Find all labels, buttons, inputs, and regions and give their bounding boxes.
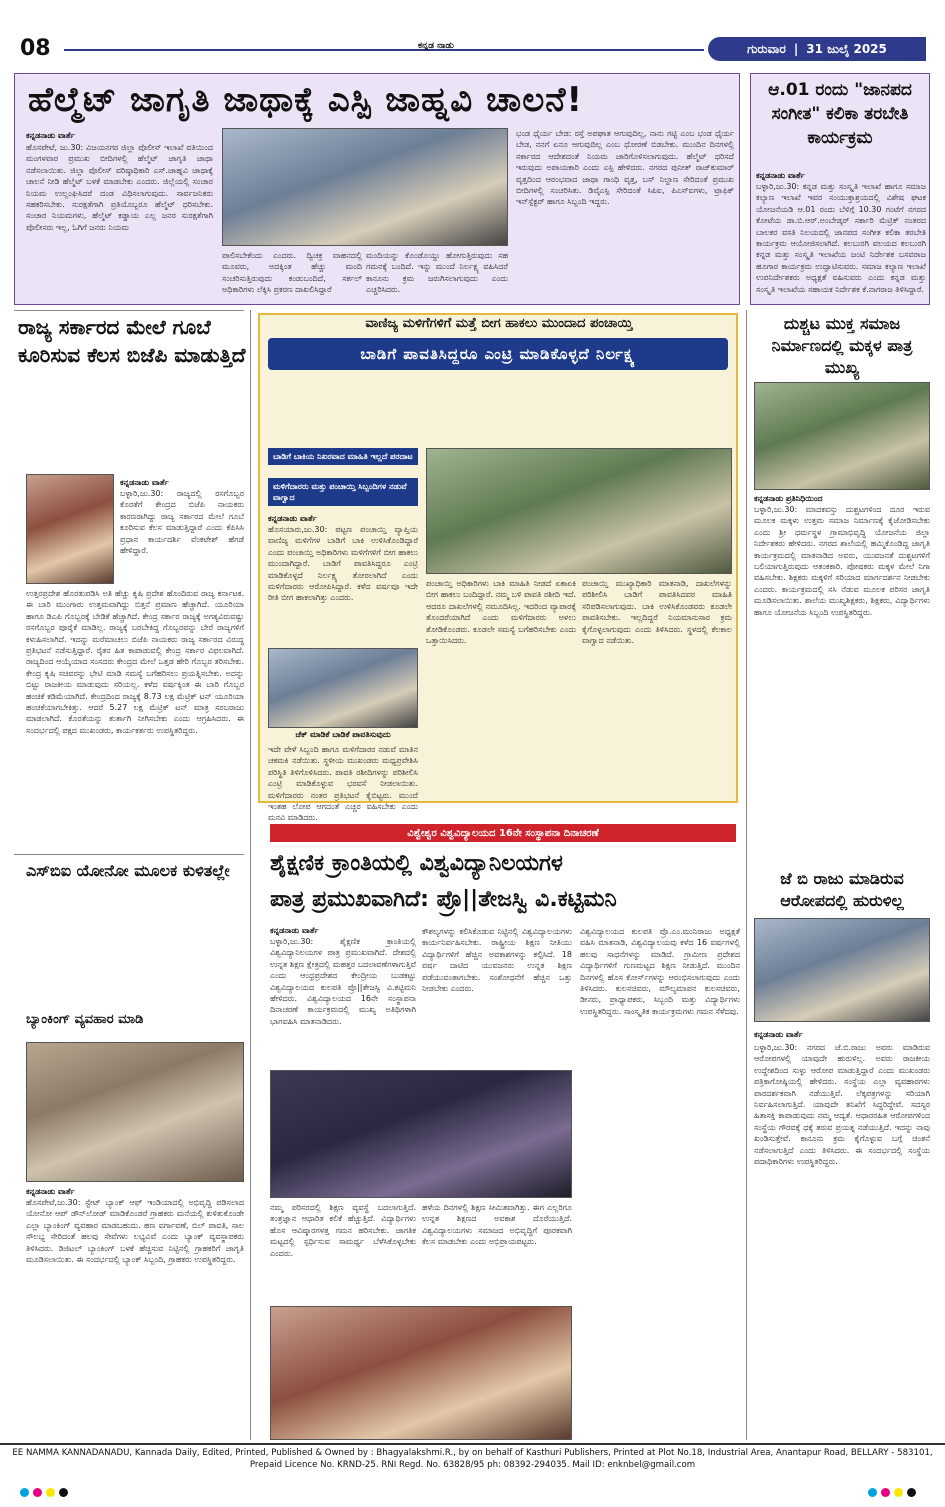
university-col-below-1: ನಮ್ಮ ಪರಿಸರದಲ್ಲಿ ಶಿಕ್ಷಣ ವ್ಯವಸ್ಥೆ ಬದಲಾಗುತ್ತಿದೆ. ತಂತ್ರಜ್ಞಾನ ಆಧಾರಿತ ಕಲಿಕೆ ಹೆಚ್ಚುತ್ತಿದೆ. ವಿದ್ಯಾರ್ಥಿಗಳು ಹೊಸ ಆವಿಷ್ಕಾರಗಳತ್ತ ಗಮನ ಹರಿಸಬೇಕು. ಜಾಗತಿಕ ಮಟ್ಟದಲ್ಲಿ ಸ್ಪರ್ಧಿಸುವ ಸಾಮರ್ಥ್ಯ ಬೆಳೆಸಿಕೊಳ್ಳಬೇಕು ಎಂದರು. xyxy=(270,1203,416,1258)
sbi-body: ಹೊಸಪೇಟೆ,ಜು.30: ಸ್ಟೇಟ್ ಬ್ಯಾಂಕ್ ಆಫ್ ಇಂಡಿಯಾದಲ್ಲಿ ಅಭಿವೃದ್ಧಿ ಪಡಿಸಲಾದ ಯೋನೋ ಆಪ್ ಡೌನ್‌ಲೋಡ್ ಮಾಡಿಕೊಂಡರೆ ಗ್ರಾಹಕರು ಮನೆಯಲ್ಲಿ ಕುಳಿತುಕೊಂಡೇ ಎಲ್ಲಾ ಬ್ಯಾಂಕಿಂಗ್ ವ್ಯವಹಾರ ಮಾಡಬಹುದು. ಹಣ ವರ್ಗಾವಣೆ, ಬಿಲ್ ಪಾವತಿ, ಸಾಲ ಸೌಲಭ್ಯ ಸೇರಿದಂತೆ ಹಲವು ಸೇವೆಗಳು ಲಭ್ಯವಿವೆ ಎಂದು ಬ್ಯಾಂಕ್ ವ್ಯವಸ್ಥಾಪಕರು ತಿಳಿಸಿದರು. ಡಿಜಿಟಲ್ ಬ್ಯಾಂಕಿಂಗ್ ಬಳಕೆ ಹೆಚ್ಚಿಸುವ ನಿಟ್ಟಿನಲ್ಲಿ ಗ್ರಾಹಕರಿಗೆ ಜಾಗೃತಿ ಮೂಡಿಸಲಾಯಿತು. ಈ ಸಂದರ್ಭದಲ್ಲಿ ಬ್ಯಾಂಕ್ ಸಿಬ್ಬಂದಿ, ಗ್ರಾಹಕರು ಉಪಸ್ಥಿತರಿದ್ದರು. xyxy=(26,1198,244,1265)
right-top-body: ಬಳ್ಳಾರಿ,ಜು.30: ಕನ್ನಡ ಮತ್ತು ಸಂಸ್ಕೃತಿ ಇಲಾಖೆ ಹಾಗೂ ಸಮಾಜ ಕಲ್ಯಾಣ ಇಲಾಖೆ ಇವರ ಸಂಯುಕ್ತಾಶ್ರಯದಲ್ಲಿ ವಿಶೇಷ ಘಟಕ ಯೋಜನೆಯಡಿ ಆ.01 ರಂದು ಬೆಳಿಗ್ಗೆ 10.30 ಗಂಟೆಗೆ ನಗರದ ಕೋಟೆಯ ಡಾ.ಬಿ.ಆರ್.ಅಂಬೇಡ್ಕರ್ ಸರ್ಕಾರಿ ಮೆಟ್ರಿಕ್ ನಂತರದ ಬಾಲಕರ ವಸತಿ ನಿಲಯದಲ್ಲಿ ಜಾನಪದ ಸಂಗೀತ ಕಲಿಕಾ ತರಬೇತಿ ಕಾರ್ಯಕ್ರಮ ಆಯೋಜಿಸಲಾಗಿದೆ. ಕಲಬುರಗಿ ವಲಯದ ಕಲಬುರಗಿ ಕನ್ನಡ ಮತ್ತು ಸಂಸ್ಕೃತಿ ಇಲಾಖೆಯ ಜಂಟಿ ನಿರ್ದೇಶಕ ಬಸವರಾಜ ಹೂಗಾರ ಕಾರ್ಯಕ್ರಮ ಉದ್ಘಾಟಿಸುವರು. ಸಮಾಜ ಕಲ್ಯಾಣ ಇಲಾಖೆ ಉಪನಿರ್ದೇಶಕರು ಅಧ್ಯಕ್ಷತೆ ವಹಿಸುವರು ಎಂದು ಕನ್ನಡ ಮತ್ತು ಸಂಸ್ಕೃತಿ ಇಲಾಖೆಯ ಸಹಾಯಕ ನಿರ್ದೇಶಕ ಕೆ.ನಾಗರಾಜ ತಿಳಿಸಿದ್ದಾರೆ. xyxy=(756,182,926,294)
page-number: 08 xyxy=(20,36,51,61)
paper-name: ಕನ್ನಡ ನಾಡು xyxy=(418,41,454,51)
dushchata-body: ಬಳ್ಳಾರಿ,ಜು.30: ಮಾದಕವಸ್ತು ದುಶ್ಚಟಗಳಿಂದ ದೂರ ಇರುವ ಮೂಲಕ ಮಕ್ಕಳು ಉತ್ತಮ ಸಮಾಜ ನಿರ್ಮಾಣಕ್ಕೆ ಕೈಜೋಡಿಸಬೇಕು ಎಂದು ಶ್ರೀ ಧರ್ಮಸ್ಥಳ ಗ್ರಾಮಾಭಿವೃದ್ಧಿ ಯೋಜನೆಯ ಜಿಲ್ಲಾ ನಿರ್ದೇಶಕರು ಹೇಳಿದರು. ನಗರದ ಶಾಲೆಯಲ್ಲಿ ಹಮ್ಮಿಕೊಂಡಿದ್ದ ಜಾಗೃತಿ ಕಾರ್ಯಕ್ರಮದಲ್ಲಿ ಮಾತನಾಡಿದ ಅವರು, ಯುವಜನತೆ ದುಶ್ಚಟಗಳಿಗೆ ಬಲಿಯಾಗುತ್ತಿರುವುದು ಆತಂಕಕಾರಿ. ಪೋಷಕರು ಮಕ್ಕಳ ಮೇಲೆ ನಿಗಾ ವಹಿಸಬೇಕು. ಶಿಕ್ಷಕರು ಮಕ್ಕಳಿಗೆ ಸರಿಯಾದ ಮಾರ್ಗದರ್ಶನ ನೀಡಬೇಕು ಎಂದರು. ಕಾರ್ಯಕ್ರಮದಲ್ಲಿ ಸಸಿ ನೆಡುವ ಮೂಲಕ ಪರಿಸರ ಜಾಗೃತಿ ಮೂಡಿಸಲಾಯಿತು. ಶಾಲೆಯ ಮುಖ್ಯಶಿಕ್ಷಕರು, ಶಿಕ್ಷಕರು, ವಿದ್ಯಾರ್ಥಿಗಳು ಹಾಗೂ ಯೋಜನೆಯ ಸಿಬ್ಬಂದಿ ಉಪಸ್ಥಿತರಿದ್ದರು. xyxy=(754,505,930,617)
bjp-headline: ರಾಜ್ಯ ಸರ್ಕಾರದ ಮೇಲೆ ಗೂಬೆ ಕೂರಿಸುವ ಕೆಲಸ ಬಿಜೆಪಿ ಮಾಡುತ್ತಿದೆ xyxy=(18,315,246,367)
university-photo-dance xyxy=(270,1306,572,1440)
jb-raju-byline: ಕನ್ನಡನಾಡು ವಾರ್ತೆ xyxy=(754,1030,803,1039)
vanijya-col-4: ಇದೇ ವೇಳೆ ಸಿಬ್ಬಂದಿ ಹಾಗೂ ಮಳಿಗೆದಾರರ ನಡುವೆ ಮಾತಿನ ಚಕಮಕಿ ನಡೆಯಿತು. ಸ್ಥಳೀಯ ಮುಖಂಡರು ಮಧ್ಯಪ್ರವೇಶಿಸಿ ಪರಿಸ್ಥಿತಿ ತಿಳಿಗೊಳಿಸಿದರು. ಪಾವತಿ ರಶೀದಿಗಳನ್ನು ಪರಿಶೀಲಿಸಿ ಎಂಟ್ರಿ ಮಾಡಿಕೊಳ್ಳುವ ಭರವಸೆ ನೀಡಲಾಯಿತು. ಮಳಿಗೆದಾರರು ನಂತರ ಪ್ರತಿಭಟನೆ ಕೈಬಿಟ್ಟರು. ಮುಂದೆ ಇಂತಹ ಲೋಪ ಆಗದಂತೆ ಎಚ್ಚರ ವಹಿಸಬೇಕು ಎಂದು ಮನವಿ ಮಾಡಿದರು. xyxy=(268,745,418,823)
vanijya-col-1: ಹೊಸಯಾರು,ಜು.30: ಪಟ್ಟಣ ಪಂಚಾಯ್ತಿ ವ್ಯಾಪ್ತಿಯ ವಾಣಿಜ್ಯ ಮಳಿಗೆಗಳ ಬಾಡಿಗೆ ಬಾಕಿ ಉಳಿಸಿಕೊಂಡಿದ್ದಾರೆ ಎಂದು ಪಂಚಾಯ್ತಿ ಅಧಿಕಾರಿಗಳು ಮಳಿಗೆಗಳಿಗೆ ಬೀಗ ಹಾಕಲು ಮುಂದಾಗಿದ್ದಾರೆ. ಬಾಡಿಗೆ ಪಾವತಿಸಿದ್ದರೂ ಎಂಟ್ರಿ ಮಾಡಿಕೊಳ್ಳದೆ ನಿರ್ಲಕ್ಷ್ಯ ತೋರಲಾಗಿದೆ ಎಂದು ಮಳಿಗೆದಾರರು ಆರೋಪಿಸಿದ್ದಾರೆ. ಕಳೆದ ವರ್ಷವೂ ಇದೇ ರೀತಿ ಬೀಗ ಹಾಕಲಾಗಿತ್ತು ಎಂದರು. xyxy=(268,525,418,603)
lead-col-mid: ಪಾಲಿಸಬೇಕೆಂದು ಎಂದರು. ದ್ವಿಚಕ್ರ ವಾಹನದಲ್ಲಿ ಮೂವರು, ಅದಕ್ಕಿಂತ ಹೆಚ್ಚು ಮಂದಿ ಸಂಚರಿಸುತ್ತಿರುವುದು ಕಂಡುಬಂದಿದೆ, ಸರ್ಕಲ್ ಅಧಿಕಾರಿಗಳು ಲೆಕ್ಕಿಸಿ ಪ್ರಕರಣ ದಾಖಲಿಸಿದ್ದಾರೆ xyxy=(222,251,362,295)
university-col-2: ಕೌಶಲ್ಯಗಳನ್ನು ಕಲಿಸಿಕೊಡುವ ನಿಟ್ಟಿನಲ್ಲಿ ವಿಶ್ವವಿದ್ಯಾಲಯಗಳು ಕಾರ್ಯನಿರ್ವಹಿಸಬೇಕು. ರಾಷ್ಟ್ರೀಯ ಶಿಕ್ಷಣ ನೀತಿಯು ವಿದ್ಯಾರ್ಥಿಗಳಿಗೆ ಹೆಚ್ಚಿನ ಅವಕಾಶಗಳನ್ನು ಕಲ್ಪಿಸಿದೆ. 18 ವರ್ಷ ದಾಟಿದ ಯುವಜನರು ಉನ್ನತ ಶಿಕ್ಷಣ ಪಡೆಯುವಂತಾಗಬೇಕು. ಸಂಶೋಧನೆಗೆ ಹೆಚ್ಚಿನ ಒತ್ತು ನೀಡಬೇಕು ಎಂದರು. xyxy=(422,927,572,994)
right-top-headline: ಆ.01 ರಂದು "ಜಾನಪದ ಸಂಗೀತ" ಕಲಿಕಾ ತರಬೇತಿ ಕಾರ್ಯಕ್ರಮ xyxy=(768,80,912,148)
dushchata-byline: ಕನ್ನಡನಾಡು ಪ್ರತಿನಿಧಿಯಿಂದ xyxy=(754,494,823,503)
vanijya-kicker: ವಾಣಿಜ್ಯ ಮಳಿಗೆಗಳಿಗೆ ಮತ್ತೆ ಬೀಗ ಹಾಕಲು ಮುಂದಾದ ಪಂಚಾಯ್ತಿ xyxy=(365,316,633,331)
day-label: ಗುರುವಾರ xyxy=(747,41,786,56)
university-byline: ಕನ್ನಡನಾಡು ವಾರ್ತೆ xyxy=(270,926,319,935)
university-headline xyxy=(270,846,740,918)
date-label: 31 ಜುಲೈ 2025 xyxy=(806,41,887,56)
bjp-byline: ಕನ್ನಡನಾಡು ವಾರ್ತೆ xyxy=(120,478,169,487)
lead-photo-police-rally xyxy=(222,128,508,246)
university-headline-line-1: ಶೈಕ್ಷಣಿಕ ಕ್ರಾಂತಿಯಲ್ಲಿ ವಿಶ್ವವಿದ್ಯಾನಿಲಯಗಳ xyxy=(270,851,563,876)
university-col-1: ಬಳ್ಳಾರಿ,ಜು.30: ಶೈಕ್ಷಣಿಕ ಕ್ರಾಂತಿಯಲ್ಲಿ ವಿಶ್ವವಿದ್ಯಾನಿಲಯಗಳ ಪಾತ್ರ ಪ್ರಮುಖವಾಗಿದೆ. ದೇಶದಲ್ಲಿ ಉನ್ನತ ಶಿಕ್ಷಣ ಕ್ಷೇತ್ರದಲ್ಲಿ ಮಹತ್ತರ ಬದಲಾವಣೆಗಳಾಗುತ್ತಿವೆ ಎಂದು ಆಂಧ್ರಪ್ರದೇಶದ ಕೇಂದ್ರೀಯ ಬುಡಕಟ್ಟು ವಿಶ್ವವಿದ್ಯಾಲಯದ ಕುಲಪತಿ ಪ್ರೊ||ತೇಜಸ್ವಿ ವಿ.ಕಟ್ಟಿಮನಿ ಹೇಳಿದರು. ವಿಶ್ವವಿದ್ಯಾಲಯದ 16ನೇ ಸಂಸ್ಥಾಪನಾ ದಿನಾಚರಣೆ ಕಾರ್ಯಕ್ರಮದಲ್ಲಿ ಮುಖ್ಯ ಅತಿಥಿಗಳಾಗಿ ಭಾಗವಹಿಸಿ ಮಾತನಾಡಿದರು. xyxy=(270,937,416,1026)
imprint-line-1: EE NAMMA KANNADANADU, Kannada Daily, Edited, Printed, Published & Owned by : Bhagyalakshmi.R., by on behalf of Kasthuri Publishers, Printed at Plot No.18, Industrial Area, Anantapur Road, BELLARY - 583101, xyxy=(12,1448,933,1458)
vanijya-col-3: ಪಂಚಾಯ್ತಿ ಮುಖ್ಯಾಧಿಕಾರಿ ಮಾತನಾಡಿ, ದಾಖಲೆಗಳನ್ನು ಪರಿಶೀಲಿಸಿ ಬಾಡಿಗೆ ಪಾವತಿಸಿದವರ ಮಾಹಿತಿ ಸರಿಪಡಿಸಲಾಗುವುದು. ಬಾಕಿ ಉಳಿಸಿಕೊಂಡವರು ಕೂಡಲೇ ಪಾವತಿಸಬೇಕು. ಇಲ್ಲದಿದ್ದರೆ ನಿಯಮಾನುಸಾರ ಕ್ರಮ ಕೈಗೊಳ್ಳಲಾಗುವುದು ಎಂದು ತಿಳಿಸಿದರು. ಸ್ಥಳದಲ್ಲಿ ಕೆಲಕಾಲ ವಾಗ್ವಾದ ನಡೆಯಿತು. xyxy=(582,579,732,646)
jb-raju-photo xyxy=(754,918,930,1022)
portrait-photo xyxy=(26,474,114,584)
masthead-rule xyxy=(64,49,704,51)
section-rule xyxy=(14,310,244,311)
sbi-subhead: ಬ್ಯಾಂಕಿಂಗ್ ವ್ಯವಹಾರ ಮಾಡಿ xyxy=(26,1012,144,1027)
university-col-3: ವಿಶ್ವವಿದ್ಯಾಲಯದ ಕುಲಪತಿ ಪ್ರೊ.ಎಂ.ಮುನಿರಾಜು ಅಧ್ಯಕ್ಷತೆ ವಹಿಸಿ ಮಾತನಾಡಿ, ವಿಶ್ವವಿದ್ಯಾಲಯವು ಕಳೆದ 16 ವರ್ಷಗಳಲ್ಲಿ ಹಲವು ಸಾಧನೆಗಳನ್ನು ಮಾಡಿದೆ. ಗ್ರಾಮೀಣ ಪ್ರದೇಶದ ವಿದ್ಯಾರ್ಥಿಗಳಿಗೆ ಗುಣಮಟ್ಟದ ಶಿಕ್ಷಣ ನೀಡುತ್ತಿದೆ. ಮುಂದಿನ ದಿನಗಳಲ್ಲಿ ಹೊಸ ಕೋರ್ಸ್‌ಗಳನ್ನು ಆರಂಭಿಸಲಾಗುವುದು ಎಂದು ತಿಳಿಸಿದರು. ಕುಲಸಚಿವರು, ಮೌಲ್ಯಮಾಪನ ಕುಲಸಚಿವರು, ಡೀನರು, ಪ್ರಾಧ್ಯಾಪಕರು, ಸಿಬ್ಬಂದಿ ಮತ್ತು ವಿದ್ಯಾರ್ಥಿಗಳು ಉಪಸ್ಥಿತರಿದ್ದರು. ಸಾಂಸ್ಕೃತಿಕ ಕಾರ್ಯಕ್ರಮಗಳು ಗಮನ ಸೆಳೆದವು. xyxy=(580,927,740,1016)
vanijya-byline: ಕನ್ನಡನಾಡು ವಾರ್ತೆ xyxy=(268,514,317,523)
vanijya-tag-1: ಬಾಡಿಗೆ ಬಾಕಿಯ ನಿಖರವಾದ ಮಾಹಿತಿ ಇಲ್ಲದೆ ಪರದಾಟ xyxy=(268,448,418,465)
bjp-intro: ಬಳ್ಳಾರಿ,ಜು.30: ರಾಜ್ಯದಲ್ಲಿ ರಸಗೊಬ್ಬರ ಕೊರತೆಗೆ ಕೇಂದ್ರದ ಬಿಜೆಪಿ ನಾಯಕರು ಕಾರಣರಾಗಿದ್ದು ರಾಜ್ಯ ಸರ್ಕಾರದ ಮೇಲೆ ಗೂಬೆ ಕೂರಿಸುವ ಕೆಲಸ ಮಾಡುತ್ತಿದ್ದಾರೆ ಎಂದು ಕೆಪಿಸಿಸಿ ಪ್ರಧಾನ ಕಾರ್ಯದರ್ಶಿ ವೆಂಕಟೇಶ್ ಹೆಗಡೆ ಹೇಳಿದ್ದಾರೆ. xyxy=(120,489,244,556)
university-col-below-2: ಹಳೆಯ ದಿನಗಳಲ್ಲಿ ಶಿಕ್ಷಣ ಸೀಮಿತವಾಗಿತ್ತು. ಈಗ ಎಲ್ಲರಿಗೂ ಉನ್ನತ ಶಿಕ್ಷಣದ ಅವಕಾಶ ದೊರೆಯುತ್ತಿದೆ. ವಿಶ್ವವಿದ್ಯಾಲಯಗಳು ಸಮಾಜದ ಅಭಿವೃದ್ಧಿಗೆ ಪೂರಕವಾಗಿ ಕೆಲಸ ಮಾಡಬೇಕು ಎಂದು ಅಭಿಪ್ರಾಯಪಟ್ಟರು. xyxy=(422,1203,572,1247)
lead-byline: ಕನ್ನಡನಾಡು ವಾರ್ತೆ xyxy=(26,131,75,140)
lead-col-mid-2: ಮಂದಿಯನ್ನು ಕೊಂಡೊಯ್ದು ಹೋಗುತ್ತಿರುವುದು ಸಹ ಗಮನಕ್ಕೆ ಬಂದಿದೆ. ಇನ್ನು ಮುಂದೆ ನಿರ್ಲಕ್ಷ್ಯ ವಹಿಸಿದರೆ ಕಾನೂನು ಕ್ರಮ ಜರುಗಿಸಲಾಗುವುದು ಎಂದು ಎಚ್ಚರಿಸಿದರು. xyxy=(366,251,508,295)
column-rule xyxy=(250,310,251,1440)
right-top-byline: ಕನ್ನಡನಾಡು ವಾರ್ತೆ xyxy=(756,171,805,180)
university-strip: ವಿಶ್ವೇಶ್ವರ ವಿಶ್ವವಿದ್ಯಾಲಯದ 16ನೇ ಸಂಸ್ಥಾಪನಾ ದಿನಾಚರಣೆ xyxy=(270,824,736,842)
jb-raju-headline: ಜೆ ಬಿ ರಾಜು ಮಾಡಿರುವ ಆರೋಪದಲ್ಲಿ ಹುರುಳಿಲ್ಲ xyxy=(780,869,904,910)
jb-raju-body: ಬಳ್ಳಾರಿ,ಜು.30: ನಗರದ ಜೆ.ಬಿ.ರಾಜು ಅವರು ಮಾಡಿರುವ ಆರೋಪಗಳಲ್ಲಿ ಯಾವುದೇ ಹುರುಳಿಲ್ಲ. ಅವರು ರಾಜಕೀಯ ಉದ್ದೇಶದಿಂದ ಸುಳ್ಳು ಆರೋಪ ಮಾಡುತ್ತಿದ್ದಾರೆ ಎಂದು ಮುಖಂಡರು ಪತ್ರಿಕಾಗೋಷ್ಠಿಯಲ್ಲಿ ಹೇಳಿದರು. ಸಂಸ್ಥೆಯ ಎಲ್ಲಾ ವ್ಯವಹಾರಗಳು ಪಾರದರ್ಶಕವಾಗಿ ನಡೆಯುತ್ತಿವೆ. ಲೆಕ್ಕಪತ್ರಗಳನ್ನು ಸರಿಯಾಗಿ ನಿರ್ವಹಿಸಲಾಗುತ್ತಿದೆ. ಯಾವುದೇ ತನಿಖೆಗೆ ಸಿದ್ಧರಿದ್ದೇವೆ. ಸದಸ್ಯರ ಹಿತಾಸಕ್ತಿ ಕಾಪಾಡುವುದು ನಮ್ಮ ಆದ್ಯತೆ. ಆಧಾರರಹಿತ ಆರೋಪಗಳಿಂದ ಸಂಸ್ಥೆಯ ಗೌರವಕ್ಕೆ ಧಕ್ಕೆ ತರುವ ಪ್ರಯತ್ನ ನಡೆಯುತ್ತಿದೆ. ಇದನ್ನು ನಾವು ಖಂಡಿಸುತ್ತೇವೆ. ಕಾನೂನು ಕ್ರಮ ಕೈಗೊಳ್ಳುವ ಬಗ್ಗೆ ಚಿಂತನೆ ನಡೆಸಲಾಗುತ್ತಿದೆ ಎಂದು ತಿಳಿಸಿದರು. ಈ ಸಂದರ್ಭದಲ್ಲಿ ಸಂಸ್ಥೆಯ ಪದಾಧಿಕಾರಿಗಳು ಉಪಸ್ಥಿತರಿದ್ದರು. xyxy=(754,1043,930,1167)
vanijya-col-2: ಪಂಚಾಯ್ತಿ ಅಧಿಕಾರಿಗಳು ಬಾಕಿ ಮಾಹಿತಿ ನೀಡದೆ ಏಕಾಏಕಿ ಬೀಗ ಹಾಕಲು ಬಂದಿದ್ದಾರೆ. ನಮ್ಮ ಬಳಿ ಪಾವತಿ ರಶೀದಿ ಇದೆ. ಆದರೂ ದಾಖಲೆಗಳಲ್ಲಿ ನಮೂದಿಸಿಲ್ಲ. ಇದರಿಂದ ವ್ಯಾಪಾರಕ್ಕೆ ತೊಂದರೆಯಾಗಿದೆ ಎಂದು ಮಳಿಗೆದಾರರು ಅಳಲು ತೋಡಿಕೊಂಡರು. ಕೂಡಲೇ ಸಮಸ್ಯೆ ಬಗೆಹರಿಸಬೇಕು ಎಂದು ಒತ್ತಾಯಿಸಿದರು. xyxy=(426,579,576,646)
vanijya-tag-2: ಮಳಿಗೆದಾರರು ಮತ್ತು ಪಂಚಾಯ್ತಿ ಸಿಬ್ಬಂದಿಗಳ ನಡುವೆ ವಾಗ್ವಾದ xyxy=(268,478,418,506)
imprint-line-2: Prepaid Licence No. KRND-25. RNI Regd. No. 63828/95 ph: 08392-294035. Mail ID: enknbel@gmail.com xyxy=(249,1460,696,1470)
vanijya-banner: ಬಾಡಿಗೆ ಪಾವತಿಸಿದ್ದರೂ ಎಂಟ್ರಿ ಮಾಡಿಕೊಳ್ಳದೆ ನಿರ್ಲಕ್ಷ್ಯ xyxy=(268,338,728,370)
vanijya-photo-shop xyxy=(426,448,732,574)
section-rule xyxy=(14,854,244,855)
sbi-byline: ಕನ್ನಡನಾಡು ವಾರ್ತೆ xyxy=(26,1187,75,1196)
bjp-body: ಉತ್ತರಪ್ರದೇಶ ಹೊರತುಪಡಿಸಿ ಅತಿ ಹೆಚ್ಚು ಕೃಷಿ ಪ್ರದೇಶ ಹೊಂದಿರುವ ರಾಜ್ಯ ಕರ್ನಾಟಕ. ಈ ಬಾರಿ ಮುಂಗಾರು ಉತ್ತಮವಾಗಿದ್ದು ಬಿತ್ತನೆ ಪ್ರಮಾಣ ಹೆಚ್ಚಾಗಿದೆ. ಯೂರಿಯಾ ಹಾಗೂ ಡಿಎಪಿ ಗೊಬ್ಬರಕ್ಕೆ ಬೇಡಿಕೆ ಹೆಚ್ಚಾಗಿದೆ. ಕೇಂದ್ರ ಸರ್ಕಾರ ರಾಜ್ಯಕ್ಕೆ ಅಗತ್ಯವಿರುವಷ್ಟು ರಸಗೊಬ್ಬರ ಪೂರೈಕೆ ಮಾಡಿಲ್ಲ. ರಾಜ್ಯಕ್ಕೆ ಬರಬೇಕಿದ್ದ ಗೊಬ್ಬರವನ್ನು ಬೇರೆ ರಾಜ್ಯಗಳಿಗೆ ಕಳುಹಿಸಲಾಗಿದೆ. ಇದನ್ನು ಮರೆಮಾಚಲು ಬಿಜೆಪಿ ನಾಯಕರು ರಾಜ್ಯ ಸರ್ಕಾರದ ವಿರುದ್ಧ ಪ್ರತಿಭಟನೆ ನಡೆಸುತ್ತಿದ್ದಾರೆ. ರೈತರ ಹಿತ ಕಾಪಾಡುವಲ್ಲಿ ಕೇಂದ್ರ ಸರ್ಕಾರ ವಿಫಲವಾಗಿದೆ. ರಾಜ್ಯದಿಂದ ಆಯ್ಕೆಯಾದ ಸಂಸದರು ಕೇಂದ್ರದ ಮೇಲೆ ಒತ್ತಡ ಹೇರಿ ಗೊಬ್ಬರ ತರಿಸಬೇಕು. ಕೇಂದ್ರ ಕೃಷಿ ಸಚಿವರನ್ನು ಭೇಟಿ ಮಾಡಿ ಸಮಸ್ಯೆ ಬಗೆಹರಿಸಲು ಪ್ರಯತ್ನಿಸಬೇಕು. ಅದನ್ನು ಬಿಟ್ಟು ರಾಜಕೀಯ ಮಾಡುವುದು ಸರಿಯಲ್ಲ. ಕಳೆದ ವರ್ಷಕ್ಕಿಂತ ಈ ಬಾರಿ ಗೊಬ್ಬರ ಹಂಚಿಕೆ ಕಡಿಮೆಯಾಗಿದೆ. ಕೇಂದ್ರದಿಂದ ರಾಜ್ಯಕ್ಕೆ 8.73 ಲಕ್ಷ ಮೆಟ್ರಿಕ್ ಟನ್ ಯೂರಿಯಾ ಹಂಚಿಕೆಯಾಗಬೇಕಿತ್ತು. ಆದರೆ 5.27 ಲಕ್ಷ ಮೆಟ್ರಿಕ್ ಟನ್ ಮಾತ್ರ ಸರಬರಾಜು ಮಾಡಲಾಗಿದೆ. ಕೊರತೆಯನ್ನು ತುರ್ತಾಗಿ ನೀಗಿಸಬೇಕು ಎಂದು ಆಗ್ರಹಿಸಿದರು. ಈ ಸಂದರ್ಭದಲ್ಲಿ ಪಕ್ಷದ ಮುಖಂಡರು, ಕಾರ್ಯಕರ್ತರು ಉಪಸ್ಥಿತರಿದ್ದರು. xyxy=(26,589,244,735)
vanijya-caption: ಚೆಕ್ ಮಾಡಿಕೆ ಬಾಡಿಕೆ ಪಾವತಿಸುವುದು xyxy=(295,730,391,739)
lead-headline: ಹೆಲ್ಮೆಟ್ ಜಾಗೃತಿ ಜಾಥಾಕ್ಕೆ ಎಸ್ಪಿ ಜಾಹ್ನವಿ ಚಾಲನೆ! xyxy=(28,80,583,120)
lead-col-1: ಹೊಸಪೇಟೆ, ಜು.30: ವಿಜಯನಗರ ಜಿಲ್ಲಾ ಪೊಲೀಸ್ ಇಲಾಖೆ ವತಿಯಿಂದ ಮಂಗಳವಾರ ಪ್ರಮುಖ ಬೀದಿಗಳಲ್ಲಿ ಹೆಲ್ಮೆಟ್ ಜಾಗೃತಿ ಜಾಥಾ ನಡೆಸಲಾಯಿತು. ಜಿಲ್ಲಾ ಪೊಲೀಸ್ ವರಿಷ್ಠಾಧಿಕಾರಿ ಎಸ್.ಜಾಹ್ನವಿ ಜಾಥಾಕ್ಕೆ ಚಾಲನೆ ನೀಡಿ ಹೆಲ್ಮೆಟ್ ಬಳಕೆ ಮಾಡಬೇಕು ಎಂದರು. ಜಿಲ್ಲೆಯಲ್ಲಿ ಸಂಚಾರ ನಿಯಮ ಉಲ್ಲಂಘಿಸಿದರೆ ದಂಡ ವಿಧಿಸಲಾಗುವುದು. ಸಾರ್ವಜನಿಕರು ಸಹಕರಿಸಬೇಕು. ಸುರಕ್ಷತೆಗಾಗಿ ಪ್ರತಿಯೊಬ್ಬರೂ ಹೆಲ್ಮೆಟ್ ಧರಿಸಬೇಕು. ಸಂಚಾರ ನಿಯಮಗಳು, ಹೆಲ್ಮೆಟ್ ಕಡ್ಡಾಯ ಎಲ್ಲ ಜನರ ಸುರಕ್ಷತೆಗಾಗಿ ಪೊಲೀಸರು ಇಲ್ಲ, ಓಗಿಗೆ ಜನರು ನಿಯಮ xyxy=(26,143,213,232)
registration-dots-right xyxy=(868,1488,916,1497)
sbi-photo xyxy=(26,1042,244,1182)
sbi-headline: ಎಸ್‌ಬಿಐ ಯೋನೋ ಮೂಲಕ ಕುಳಿತಲ್ಲೇ xyxy=(26,861,230,880)
dushchata-photo xyxy=(754,382,930,490)
university-headline-line-2: ಪಾತ್ರ ಪ್ರಮುಖವಾಗಿದೆ: ಪ್ರೊ||ತೇಜಸ್ವಿ ವಿ.ಕಟ್ಟಿಮನಿ xyxy=(270,887,617,912)
divider: | xyxy=(793,42,799,56)
vanijya-photo-counter xyxy=(268,648,418,728)
column-rule xyxy=(746,310,747,1440)
date-bar xyxy=(708,37,926,61)
footer-rule xyxy=(0,1443,945,1445)
registration-dots-left xyxy=(20,1488,68,1497)
lead-col-3: ಭಂಡ ಧೈರ್ಯ ಬೇಡ: ರಸ್ತೆ ಅಪಘಾತ ಆಗುವುದಿಲ್ಲ, ನಾನು ಗಟ್ಟಿ ಎಂಬ ಭಂಡ ಧೈರ್ಯ ಬೇಡ, ನನಗೆ ಏನೂ ಆಗುವುದಿಲ್ಲ ಎಂಬ ಧೋರಣೆ ಬಿಡಬೇಕು. ಮುಂದಿನ ದಿನಗಳಲ್ಲಿ ಸರ್ಕಾರದ ಆದೇಶದಂತೆ ನಿಯಮ ಜಾರಿಗೊಳಿಸಲಾಗುವುದು. ಹೆಲ್ಮೆಟ್ ಧರಿಸದೆ ಇರುವುದು ಅಪಾಯಕಾರಿ ಎಂದು ಎಸ್ಪಿ ಹೇಳಿದರು. ನಗರದ ಪುನೀತ್ ರಾಜ್‌ಕುಮಾರ್ ವೃತ್ತದಿಂದ ಆರಂಭವಾದ ಜಾಥಾ ಗಾಂಧಿ ವೃತ್ತ, ಬಸ್ ನಿಲ್ದಾಣ ಸೇರಿದಂತೆ ಪ್ರಮುಖ ಬೀದಿಗಳಲ್ಲಿ ಸಂಚರಿಸಿತು. ಡಿವೈಎಸ್ಪಿ ಸೇರಿದಂತೆ ಸಿಪಿಐ, ಪಿಎಸ್‌ಐಗಳು, ಟ್ರಾಫಿಕ್ ಇನ್‌ಸ್ಪೆಕ್ಟರ್ ಹಾಗೂ ಸಿಬ್ಬಂದಿ ಇದ್ದರು. xyxy=(516,129,734,207)
imprint xyxy=(0,1447,945,1471)
university-photo-stage xyxy=(270,1070,572,1198)
dushchata-headline: ದುಶ್ಚಟ ಮುಕ್ತ ಸಮಾಜ ನಿರ್ಮಾಣದಲ್ಲಿ ಮಕ್ಕಳ ಪಾತ್ರ ಮುಖ್ಯ xyxy=(771,314,913,377)
